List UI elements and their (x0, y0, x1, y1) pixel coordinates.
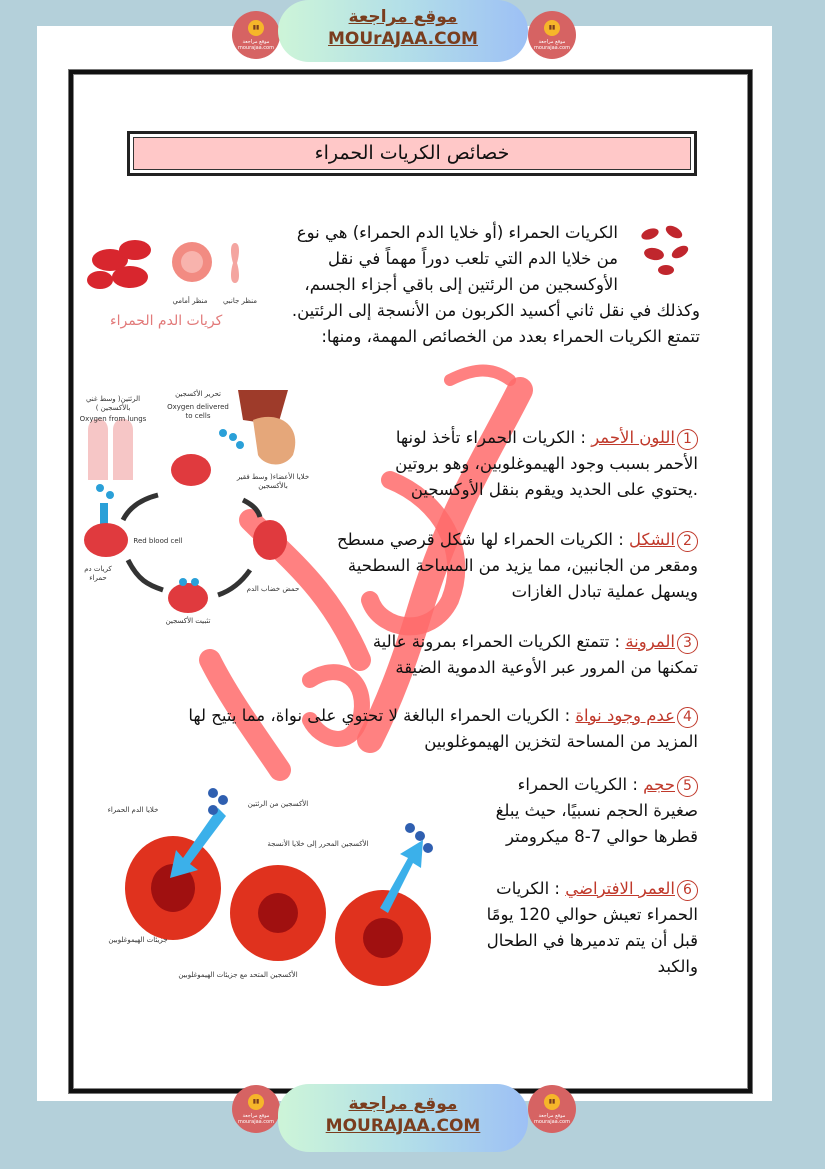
banner-arabic: موقع مراجعة (348, 7, 458, 27)
logo-badge-left: ▮▮ موقع مراجعة mourajaa.com (232, 11, 280, 59)
footer-banner-english: MOURAJAA.COM (325, 1116, 481, 1136)
property-3: 3المرونة : تتمتع الكريات الحمراء بمرونة عالية تمكنها من المرور عبر الأوعية الدموية الضيقة (372, 632, 698, 677)
footer-banner-arabic: موقع مراجعة (348, 1094, 458, 1114)
footer-logo-badge-left: ▮▮ موقع مراجعة mourajaa.com (232, 1085, 280, 1133)
footer-logo-badge-right: ▮▮ موقع مراجعة mourajaa.com (528, 1085, 576, 1133)
figure-oxygen-cycle: الرئتين( وسط غني بالأكسجين ) Oxygen from lungs تحرير الأكسجين Oxygen delivered to cells خلايا الأعضاء( وسط فقير بالأكسجين Red blood cell كريات دم حمراء حمض خضاب الدم تثبيت الأكسجين (78, 385, 323, 630)
intro-paragraph-bottom: وكذلك في نقل ثاني أكسيد الكربون من الأنسجة إلى الرئتين. تتمتع الكريات الحمراء بعدد من الخصائص المهمة، ومنها: (291, 301, 700, 346)
banner-english: MOUrAJAA.COM (328, 29, 478, 49)
property-5: 5حجم : الكريات الحمراء صغيرة الحجم نسبيًا، حيث يبلغ قطرها حوالي 7-8 ميكرومتر (495, 775, 698, 846)
rbc-views-illustration (85, 235, 280, 305)
book-icon: ▮▮ (248, 20, 264, 36)
header-banner[interactable] (278, 0, 528, 62)
page-title: خصائص الكريات الحمراء (133, 137, 691, 170)
book-icon: ▮▮ (544, 20, 560, 36)
red-blood-cells-icon (636, 222, 696, 278)
figure-hemoglobin-oxygen: خلايا الدم الحمراء الأكسجين من الرئتين الأكسجين المحرر إلى خلايا الأنسجة جزيئات الهيموغلوبين الأكسجين المتحد مع جزيئات الهيموغلوبين (88, 778, 443, 993)
property-2: 2الشكل : الكريات الحمراء لها شكل قرصي مسطح ومقعر من الجانبين، مما يزيد من المساحة السطحية ويسهل عملية تبادل الغازات (336, 530, 698, 601)
figure-rbc-views: منظر أمامي منظر جانبي كريات الدم الحمراء (85, 235, 280, 335)
book-icon: ▮▮ (544, 1094, 560, 1110)
footer-banner[interactable] (278, 1084, 528, 1152)
book-icon: ▮▮ (248, 1094, 264, 1110)
figure1-caption: كريات الدم الحمراء (110, 313, 223, 329)
property-1: 1اللون الأحمر : الكريات الحمراء تأخذ لونها الأحمر بسبب وجود الهيموغلوبين، وهو بروتين .يحتوي على الحديد ويقوم بنقل الأوكسجين (395, 428, 698, 499)
intro-paragraph-top: الكريات الحمراء (أو خلايا الدم الحمراء) هي نوع من خلايا الدم التي تلعب دوراً مهماً في نقل الأوكسجين من الرئتين إلى باقي أجزاء الجسم، (296, 223, 618, 294)
property-4: 4عدم وجود نواة : الكريات الحمراء البالغة لا تحتوي على نواة، مما يتيح لها المزيد من المساحة لتخزين الهيموغلوبين (188, 706, 698, 751)
logo-badge-right: ▮▮ موقع مراجعة mourajaa.com (528, 11, 576, 59)
property-6: 6العمر الافتراضي : الكريات الحمراء تعيش حوالي 120 يومًا قبل أن يتم تدميرها في الطحال والكبد (486, 879, 698, 976)
title-box (127, 131, 697, 176)
